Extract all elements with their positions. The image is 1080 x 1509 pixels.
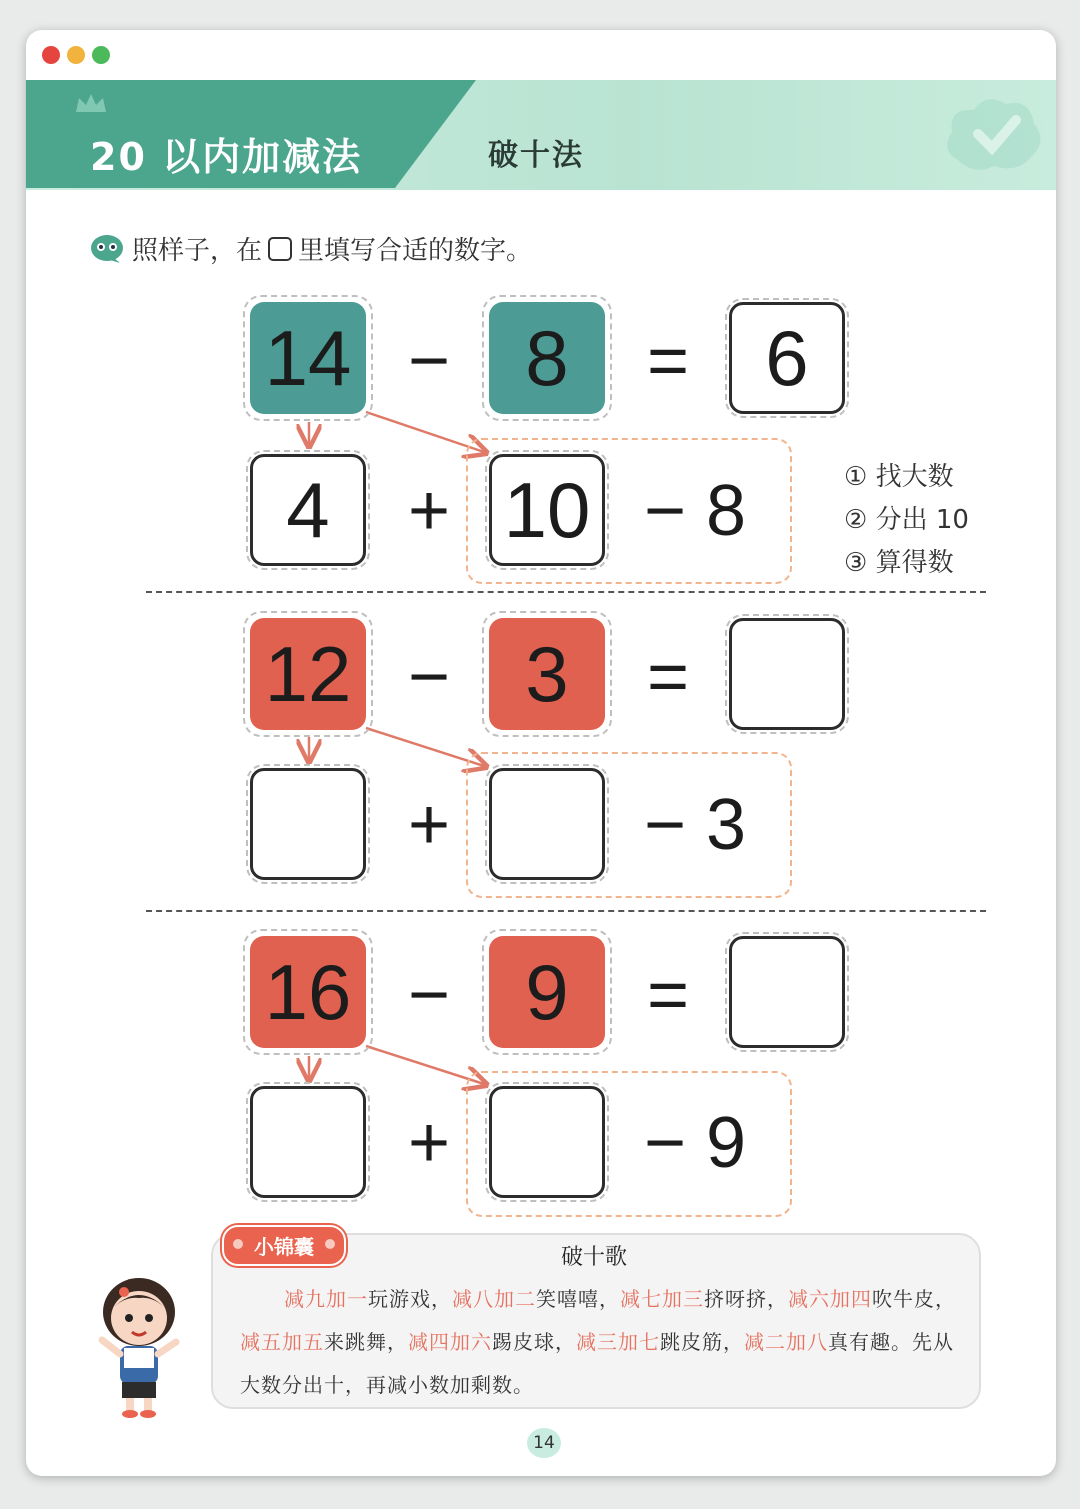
minus-sign: − xyxy=(407,321,451,401)
instruction-text-2: 里填写合适的数字。 xyxy=(298,236,533,266)
split-ones-box[interactable]: 4 xyxy=(250,454,366,566)
result-box[interactable] xyxy=(729,618,845,730)
minuend-box: 12 xyxy=(250,618,366,730)
minus-tail: − 3 xyxy=(644,785,747,865)
rhyme-text: 笑嘻嘻， xyxy=(536,1287,620,1311)
rhyme-text: 玩游戏， xyxy=(368,1287,452,1311)
rhyme-highlight: 减五加五 xyxy=(240,1330,324,1354)
minuend-box: 14 xyxy=(250,302,366,414)
cloud-check-icon xyxy=(938,90,1048,180)
section-title: 破十法 xyxy=(488,138,584,173)
divider xyxy=(146,591,986,593)
instruction-text-1: 照样子，在 xyxy=(132,236,263,266)
step-3: ③ 算得数 xyxy=(844,548,954,578)
split-ones-box[interactable] xyxy=(250,768,366,880)
crown-icon xyxy=(74,92,108,116)
answer-box-icon xyxy=(268,237,292,261)
girl-illustration xyxy=(84,1270,194,1420)
rhyme-highlight: 减三加七 xyxy=(576,1330,660,1354)
result-box[interactable] xyxy=(729,936,845,1048)
tip-badge: 小锦囊 xyxy=(222,1225,346,1266)
divider xyxy=(146,910,986,912)
subtrahend-box: 9 xyxy=(489,936,605,1048)
rhyme-text: 吹牛皮， xyxy=(872,1287,956,1311)
split-ten-box[interactable]: 10 xyxy=(489,454,605,566)
maximize-dot[interactable] xyxy=(92,46,110,64)
rhyme-highlight: 减六加四 xyxy=(788,1287,872,1311)
plus-sign: + xyxy=(407,785,451,865)
minus-sign: − xyxy=(407,955,451,1035)
rhyme-highlight: 减九加一 xyxy=(284,1287,368,1311)
rhyme-text: 真有趣。先从大数分出十，再减小数加剩数。 xyxy=(240,1330,954,1397)
rhyme-text: 来跳舞， xyxy=(324,1330,408,1354)
speech-face-icon xyxy=(90,234,124,264)
tip-title: 破十歌 xyxy=(561,1245,628,1270)
step-2: ② 分出 10 xyxy=(844,505,969,535)
split-ten-box[interactable] xyxy=(489,768,605,880)
subtrahend-box: 3 xyxy=(489,618,605,730)
minus-tail: − 8 xyxy=(644,471,747,551)
rhyme-text: 挤呀挤， xyxy=(704,1287,788,1311)
minus-sign: − xyxy=(407,637,451,717)
minuend-box: 16 xyxy=(250,936,366,1048)
equals-sign: = xyxy=(646,321,690,401)
instruction xyxy=(90,230,532,267)
rhyme-highlight: 减四加六 xyxy=(408,1330,492,1354)
window-controls xyxy=(42,46,110,64)
close-dot[interactable] xyxy=(42,46,60,64)
rhyme-text: 踢皮球， xyxy=(492,1330,576,1354)
rhyme-highlight: 减二加八 xyxy=(744,1330,828,1354)
split-ones-box[interactable] xyxy=(250,1086,366,1198)
split-ten-box[interactable] xyxy=(489,1086,605,1198)
plus-sign: + xyxy=(407,471,451,551)
minimize-dot[interactable] xyxy=(67,46,85,64)
unit-title: 20 以内加减法 xyxy=(90,135,363,179)
tip-rhyme xyxy=(240,1278,960,1407)
rhyme-highlight: 减八加二 xyxy=(452,1287,536,1311)
steps-list xyxy=(844,456,969,585)
rhyme-highlight: 减七加三 xyxy=(620,1287,704,1311)
equals-sign: = xyxy=(646,637,690,717)
page-number: 14 xyxy=(527,1428,561,1458)
worksheet-page xyxy=(26,30,1056,1476)
plus-sign: + xyxy=(407,1103,451,1183)
step-1: ① 找大数 xyxy=(844,462,954,492)
rhyme-text: 跳皮筋， xyxy=(660,1330,744,1354)
subtrahend-box: 8 xyxy=(489,302,605,414)
result-box[interactable]: 6 xyxy=(729,302,845,414)
minus-tail: − 9 xyxy=(644,1103,747,1183)
equals-sign: = xyxy=(646,955,690,1035)
